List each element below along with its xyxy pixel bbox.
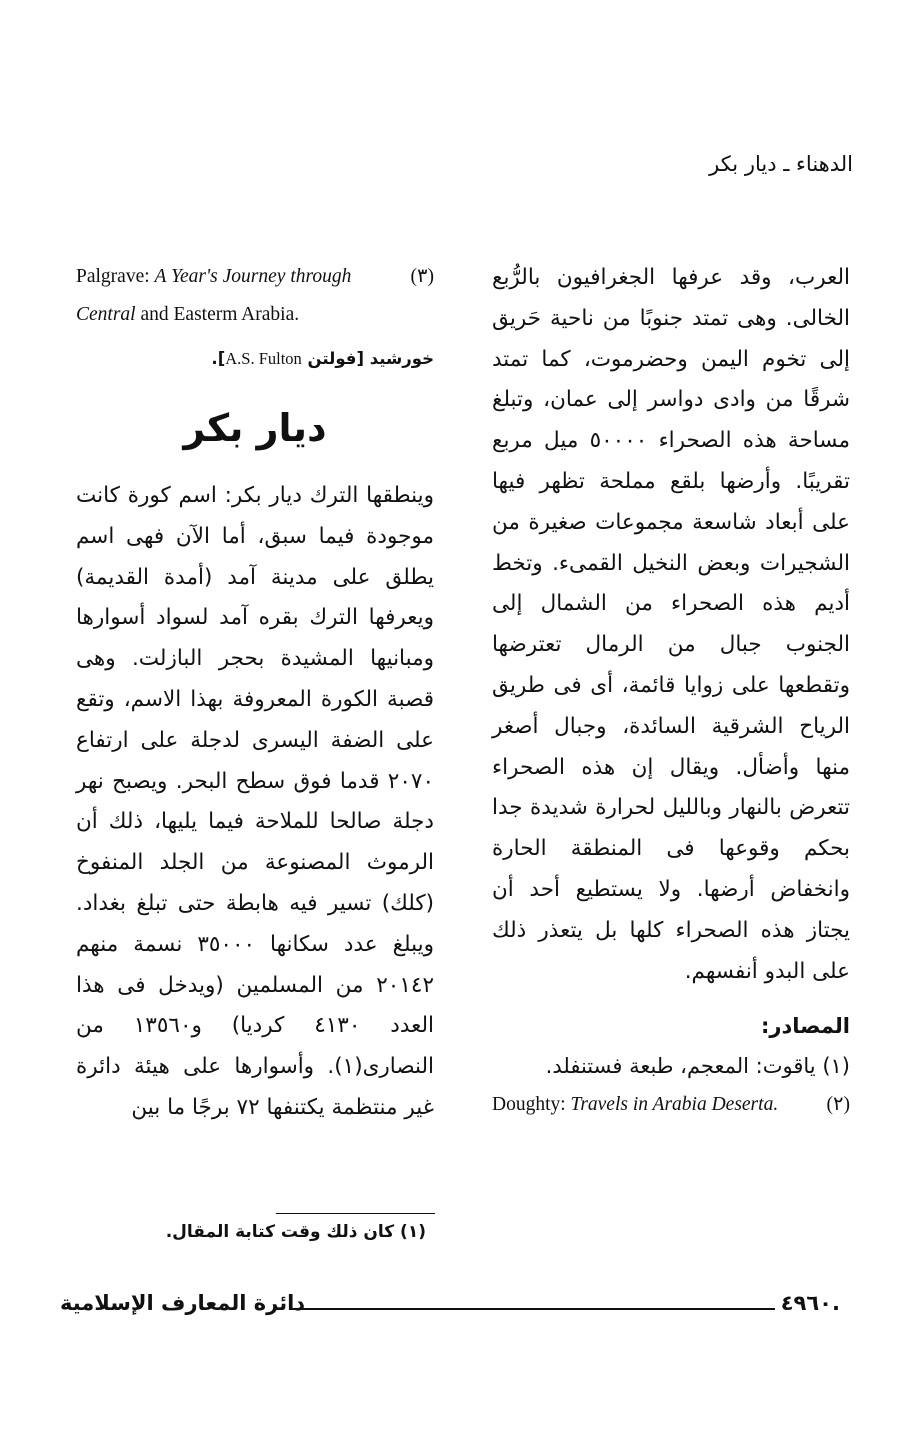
- page-number: ٤٩٦٠.: [780, 1291, 840, 1315]
- running-header: الدهناء ـ ديار بكر: [709, 152, 853, 176]
- article-author: [76, 344, 434, 374]
- author-name-latin: A.S. Fulton: [225, 349, 302, 368]
- article-body: وينطقها الترك ديار بكر: اسم كورة كانت موجودة فيما سبق، أما الآن فهى اسم يطلق على مدينة آمد (أمدة القديمة) ويعرفها الترك بقره آمد لسواد أسوارها ومبانيها المشيدة بحجر البازلت. وهى قصبة الكورة المعروفة بهذا الاسم، وتقع على الضفة اليسرى لدجلة على ارتفاع ٢٠٧٠ قدما فوق سطح البحر. ويصبح نهر دجلة صالحا للملاحة فيما يليها، ذلك أن الرموث المصنوعة من الجلد المنفوخ (كلك) تسير فيه هابطة حتى تبلغ بغداد. ويبلغ عدد سكانها ٣٥٠٠٠ نسمة منهم ٢٠١٤٢ من المسلمين (ويدخل فى هذا العدد ٤١٣٠ كرديا) و١٣٥٦٠ من النصارى(١). وأسوارها على هيئة دائرة غير منتظمة يكتنفها ٧٢ برجًا ما بين: [76, 483, 435, 1120]
- source-item-2-title: Travels in Arabia Deserta.: [570, 1094, 779, 1116]
- reference-item-3-title-part-2: through Central: [76, 266, 352, 325]
- right-column-body: العرب، وقد عرفها الجغرافيون بالرُّبع الخالى. وهى تمتد جنوبًا من ناحية حَريق إلى تخوم اليمن وحضرموت، كما تمتد شرقًا من وادى دواسر إلى عمان، وتبلغ مساحة هذه الصحراء ٥٠٠٠٠ ميل مربع تقريبًا. وأرضها بلقع مملحة تظهر فيها على أبعاد شاسعة مجموعات صغيرة من الشجيرات وبعض النخيل القمىء. وتخط أديم هذه الصحراء من الشمال إلى الجنوب جبال من الرمال تعترضها وتقطعها على زوايا قائمة، أى فى طريق الرياح الشرقية السائدة، وجبال أصغر منها وأضأل. ويقال إن هذه الصحراء تتعرض بالنهار وبالليل لحرارة شديدة جدا بحكم وقوعها فى المنطقة الحارة وانخفاض أرضها. ولا يستطيع أحد أن يجتاز هذه الصحراء كلها بل يتعذر ذلك على البدو أنفسهم.: [492, 265, 850, 984]
- left-column: [76, 258, 434, 1129]
- author-name-arabic: خورشيد [فولتن: [307, 349, 434, 368]
- reference-item-3-title-part-3: and Easterm Arabia.: [140, 304, 300, 325]
- source-item-2-number: (٢): [826, 1094, 850, 1116]
- footer-divider: [290, 1308, 775, 1310]
- article-title: ديار بكر: [183, 406, 327, 450]
- right-column: [492, 258, 850, 1124]
- source-item-1: (١) ياقوت: المعجم، طبعة فستنفلد.: [545, 1054, 850, 1079]
- source-item-2-author: Doughty:: [492, 1094, 566, 1116]
- author-bracket-close: ].: [211, 349, 226, 368]
- footnote-divider: [276, 1213, 435, 1214]
- source-item-2: [492, 1086, 850, 1124]
- reference-item-3: [76, 258, 434, 334]
- reference-item-3-number: (٣): [410, 266, 434, 287]
- footer-title: دائرة المعارف الإسلامية: [60, 1291, 306, 1315]
- reference-item-3-title-part-1: A Year's Journey: [154, 266, 286, 287]
- footnote: (١) كان ذلك وقت كتابة المقال.: [165, 1222, 426, 1242]
- sources-heading: المصادر:: [760, 1014, 850, 1039]
- reference-item-3-author: Palgrave:: [76, 266, 150, 287]
- page-footer: [60, 1289, 840, 1329]
